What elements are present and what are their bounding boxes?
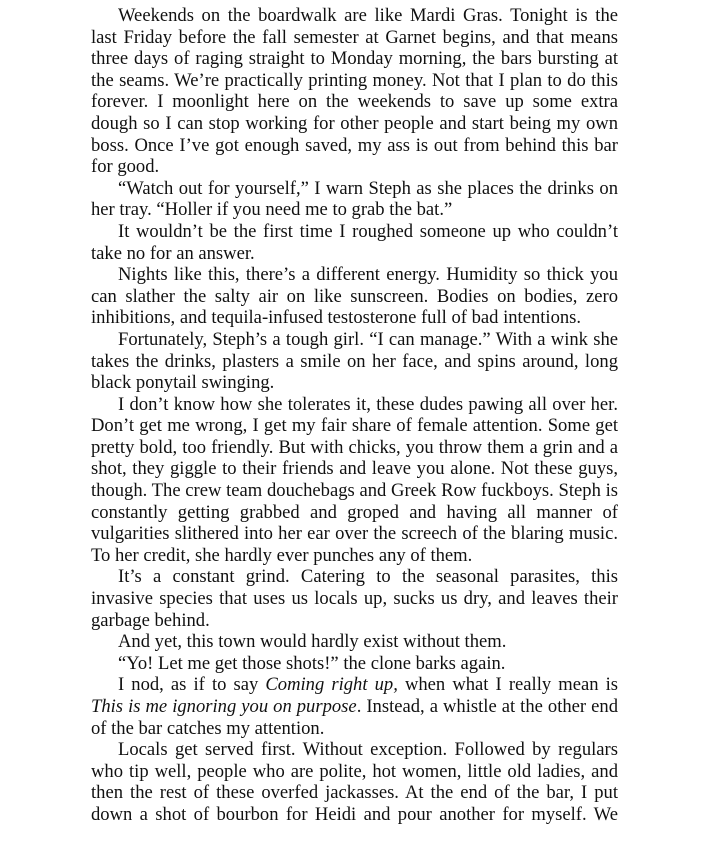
text-run: I nod, as if to say: [118, 674, 266, 696]
paragraph: It wouldn’t be the first time I roughed someone up who couldn’t take no for an answer.: [91, 220, 618, 264]
paragraph: “Watch out for yourself,” I warn Steph as she places the drinks on her tray. “Holler if you need me to grab the bat.”: [91, 177, 618, 221]
paragraph: Locals get served first. Without exception. Followed by regulars who tip well, people who are polite, hot women, little old ladies, and then the rest of these overfed jackasses. At the end of the bar, I put down a shot of bourbon for Heidi and pour another for myself. We: [91, 739, 618, 825]
text-run: when what I really mean is: [397, 674, 619, 696]
text-run: . Instead, a whistle at the other end of the bar catches my attention.: [91, 696, 618, 739]
italic-text: This is me ignoring you on purpose: [91, 696, 357, 717]
paragraph: “Yo! Let me get those shots!” the clone barks again.: [118, 652, 506, 674]
paragraph: It’s a constant grind. Catering to the seasonal parasites, this invasive species that uses us locals up, sucks us dry, and leaves their garbage behind.: [91, 566, 618, 631]
paragraph: [91, 674, 618, 739]
paragraph: I don’t know how she tolerates it, these dudes pawing all over her. Don’t get me wrong, I get my fair share of female attention. Some get pretty bold, too friendly. But with chicks, you throw them a grin and a shot, they giggle to their friends and leave you alone. Not these guys, though. The crew team douchebags and Greek Row fuckboys. Steph is constantly getting grabbed and groped and having all manner of vulgarities slithered into her ear over the screech of the blaring music. To her credit, she hardly ever punches any of them.: [91, 393, 618, 566]
paragraph: Nights like this, there’s a different energy. Humidity so thick you can slather the salty air on like sunscreen. Bodies on bodies, zero inhibitions, and tequila-infused testosterone full of bad intentions.: [91, 264, 618, 329]
book-page: [91, 5, 618, 826]
paragraph: Fortunately, Steph’s a tough girl. “I can manage.” With a wink she takes the drinks, plasters a smile on her face, and spins around, long black ponytail swinging.: [91, 328, 618, 394]
paragraph: And yet, this town would hardly exist without them.: [118, 631, 507, 653]
italic-text: Coming right up,: [265, 674, 398, 696]
paragraph: Weekends on the boardwalk are like Mardi Gras. Tonight is the last Friday before the fall semester at Garnet begins, and that means three days of raging straight to Monday morning, the bars bursting at the seams. We’re practically printing money. Not that I plan to do this forever. I moonlight here on the weekends to save up some extra dough so I can stop working for other people and start being my own boss. Once I’ve got enough saved, my ass is out from behind this bar for good.: [91, 5, 618, 178]
